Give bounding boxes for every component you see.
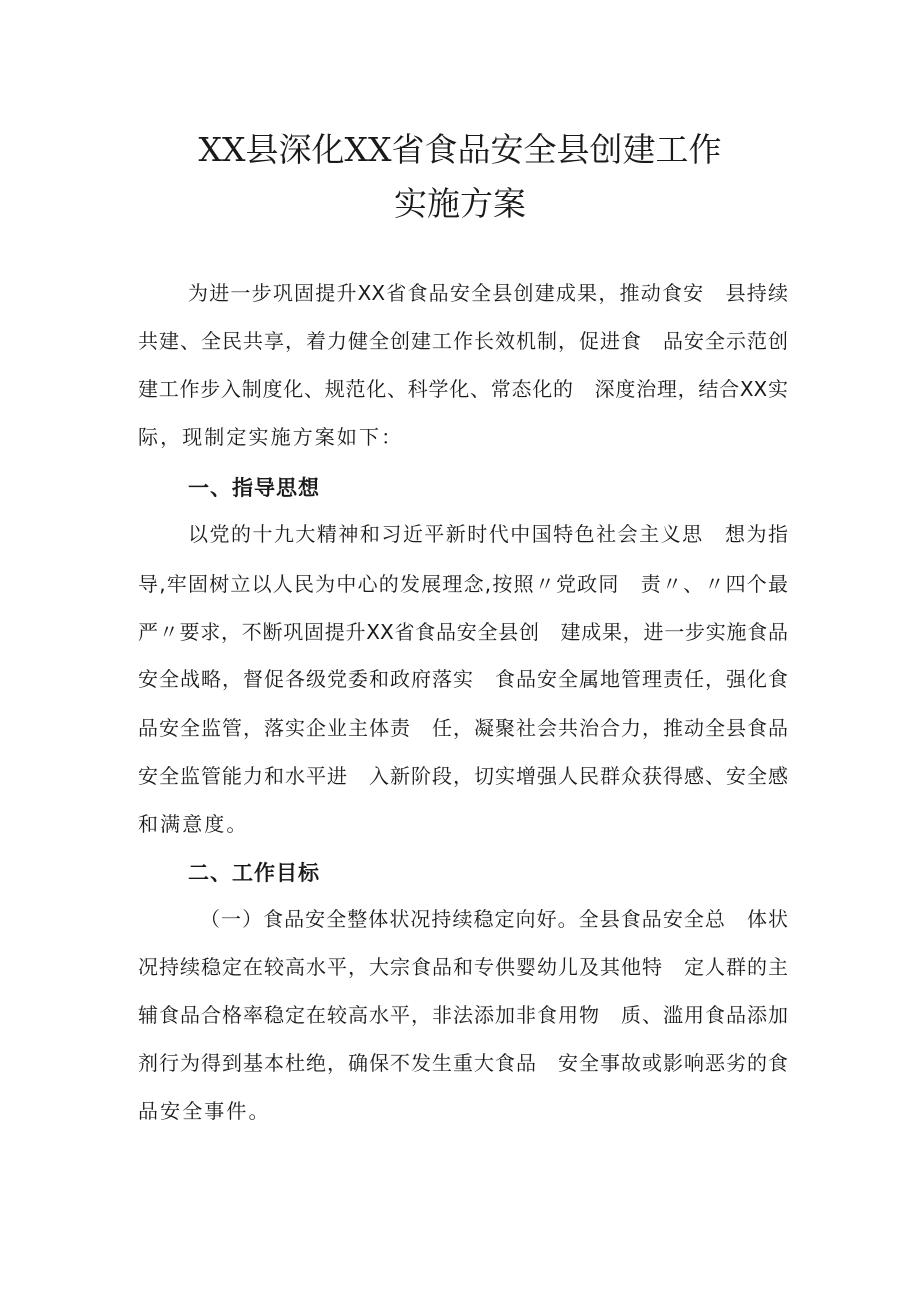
section1-line: 品安全监管，落实企业主体责 任，凝聚社会共治合力，推动全县食品 — [138, 716, 788, 740]
section2-line: 剂行为得到基本杜绝，确保不发生重大食品 安全事故或影响恶劣的食 — [138, 1051, 788, 1075]
document-title-line1: XX县深化XX省食品安全县创建工作 — [198, 130, 722, 169]
section1-line: 导,牢固树立以人民为中心的发展理念,按照〃党政同 责〃、〃四个最 — [138, 572, 788, 596]
section1-heading: 一、指导思想 — [188, 476, 320, 500]
section1-line: 安全战略，督促各级党委和政府落实 食品安全属地管理责任，强化食 — [138, 667, 788, 691]
section1-line: 安全监管能力和水平进 入新阶段，切实增强人民群众获得感、安全感 — [138, 764, 788, 788]
intro-line: 建工作步入制度化、规范化、科学化、常态化的 深度治理，结合XX实 — [138, 377, 788, 401]
document-title-line2: 实施方案 — [394, 184, 526, 223]
section2-line: 况持续稳定在较高水平，大宗食品和专供婴幼儿及其他特 定人群的主 — [138, 955, 788, 979]
intro-line: 共建、全民共享，着力健全创建工作长效机制，促进食 品安全示范创 — [138, 329, 788, 353]
section2-line: 品安全事件。 — [138, 1099, 271, 1123]
section1-line: 严〃要求，不断巩固提升XX省食品安全县创 建成果，进一步实施食品 — [138, 620, 788, 644]
intro-line: 为进一步巩固提升XX省食品安全县创建成果，推动食安 县持续 — [188, 281, 788, 305]
section2-line: 辅食品合格率稳定在较高水平，非法添加非食用物 质、滥用食品添加 — [138, 1003, 788, 1027]
section1-line: 以党的十九大精神和习近平新时代中国特色社会主义思 想为指 — [188, 522, 788, 546]
section1-line: 和满意度。 — [138, 812, 249, 836]
section2-line: （一）食品安全整体状况持续稳定向好。全县食品安全总 体状 — [200, 907, 788, 931]
intro-line: 际，现制定实施方案如下： — [138, 425, 404, 449]
section2-heading: 二、工作目标 — [188, 861, 320, 885]
